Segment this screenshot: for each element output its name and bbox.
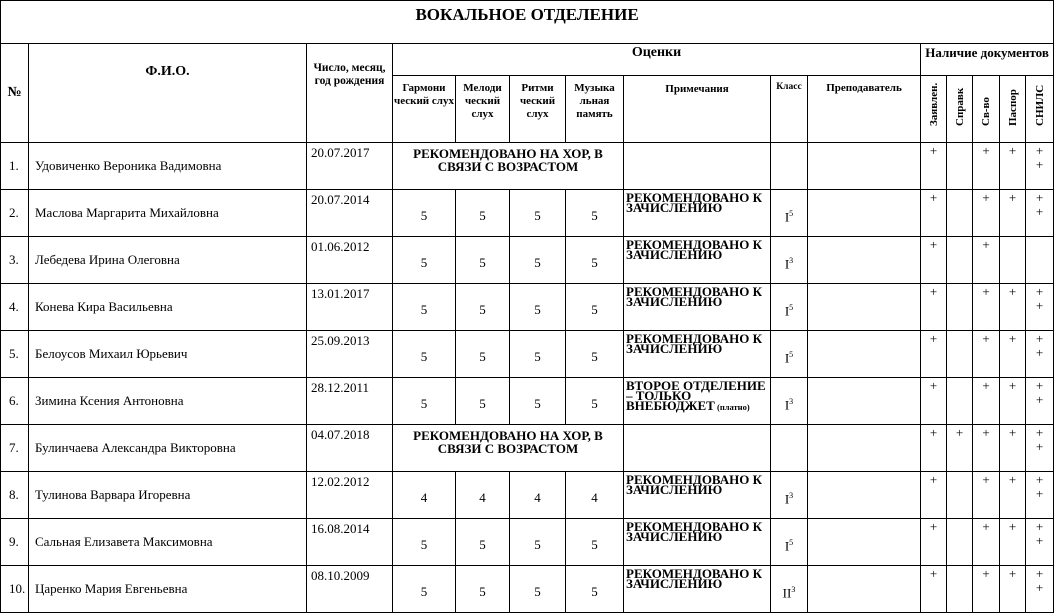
doc-snils: + + [1026, 519, 1054, 566]
class-cell: $I^3$ [771, 237, 808, 284]
grade-melodic: 5 [456, 566, 510, 613]
student-name: Царенко Мария Евгеньевна [29, 566, 307, 613]
grade-harmonic: 5 [393, 331, 456, 378]
grade-melodic: 4 [456, 472, 510, 519]
teacher-cell [808, 378, 921, 425]
header-doc-application: Заявлен. [921, 76, 947, 143]
grade-rhythmic: 5 [510, 566, 566, 613]
birth-date: 20.07.2017 [307, 143, 393, 190]
doc-birth: + [973, 190, 1000, 237]
grade-memory: 5 [566, 331, 624, 378]
doc-birth: + [973, 378, 1000, 425]
doc-application: + [921, 190, 947, 237]
doc-application: + [921, 284, 947, 331]
doc-snils: + + [1026, 284, 1054, 331]
teacher-cell [808, 284, 921, 331]
notes-cell: РЕКОМЕНДОВАНО К ЗАЧИСЛЕНИЮ [624, 190, 771, 237]
doc-certificate [947, 143, 973, 190]
notes-cell: РЕКОМЕНДОВАНО К ЗАЧИСЛЕНИЮ [624, 566, 771, 613]
notes-cell: РЕКОМЕНДОВАНО К ЗАЧИСЛЕНИЮ [624, 472, 771, 519]
row-num: 7. [1, 425, 29, 472]
grade-harmonic: 5 [393, 237, 456, 284]
row-num: 3. [1, 237, 29, 284]
doc-application: + [921, 472, 947, 519]
student-name: Зимина Ксения Антоновна [29, 378, 307, 425]
row-num: 1. [1, 143, 29, 190]
doc-certificate [947, 284, 973, 331]
header-doc-birth: Св-во [973, 76, 1000, 143]
grade-memory: 5 [566, 284, 624, 331]
notes-cell: РЕКОМЕНДОВАНО К ЗАЧИСЛЕНИЮ [624, 519, 771, 566]
teacher-cell [808, 472, 921, 519]
doc-birth: + [973, 237, 1000, 284]
class-cell: $I^3$ [771, 472, 808, 519]
doc-certificate [947, 331, 973, 378]
grade-melodic: 5 [456, 284, 510, 331]
notes-cell [624, 425, 771, 472]
grade-memory: 5 [566, 519, 624, 566]
grade-harmonic: 5 [393, 378, 456, 425]
row-recommendation: РЕКОМЕНДОВАНО НА ХОР, В СВЯЗИ С ВОЗРАСТОМ [393, 143, 624, 190]
doc-snils: + + [1026, 566, 1054, 613]
doc-certificate [947, 237, 973, 284]
birth-date: 20.07.2014 [307, 190, 393, 237]
birth-date: 16.08.2014 [307, 519, 393, 566]
doc-snils [1026, 237, 1054, 284]
student-name: Тулинова Варвара Игоревна [29, 472, 307, 519]
doc-birth: + [973, 472, 1000, 519]
doc-snils: + + [1026, 331, 1054, 378]
grade-rhythmic: 5 [510, 190, 566, 237]
header-docs: Наличие документов [921, 44, 1054, 76]
row-num: 9. [1, 519, 29, 566]
table-row [1, 237, 1054, 284]
class-cell [771, 425, 808, 472]
grade-melodic: 5 [456, 237, 510, 284]
doc-certificate [947, 190, 973, 237]
row-num: 2. [1, 190, 29, 237]
teacher-cell [808, 190, 921, 237]
grade-memory: 4 [566, 472, 624, 519]
notes-cell: РЕКОМЕНДОВАНО К ЗАЧИСЛЕНИЮ [624, 284, 771, 331]
table-row [1, 143, 1054, 190]
student-name: Лебедева Ирина Олеговна [29, 237, 307, 284]
doc-snils: + + [1026, 472, 1054, 519]
header-grades: Оценки [393, 44, 921, 76]
notes-cell: ВТОРОЕ ОТДЕЛЕНИЕ – ТОЛЬКО ВНЕБЮДЖЕТ (платно) [624, 378, 771, 425]
header-num: № [1, 44, 29, 143]
header-fio: Ф.И.О. [29, 44, 307, 143]
grade-memory: 5 [566, 378, 624, 425]
doc-passport: + [1000, 425, 1026, 472]
grade-memory: 5 [566, 566, 624, 613]
row-num: 8. [1, 472, 29, 519]
student-name: Сальная Елизавета Максимовна [29, 519, 307, 566]
grade-harmonic: 4 [393, 472, 456, 519]
grade-harmonic: 5 [393, 190, 456, 237]
grade-melodic: 5 [456, 378, 510, 425]
header-notes: Примечания [624, 76, 771, 143]
header-dob: Число, месяц, год рождения [307, 44, 393, 143]
grade-harmonic: 5 [393, 519, 456, 566]
header-doc-certificate: Справк [947, 76, 973, 143]
student-name: Конева Кира Васильевна [29, 284, 307, 331]
doc-application: + [921, 425, 947, 472]
grade-rhythmic: 5 [510, 284, 566, 331]
header-teacher: Преподаватель [808, 76, 921, 143]
birth-date: 01.06.2012 [307, 237, 393, 284]
doc-birth: + [973, 425, 1000, 472]
table-row [1, 190, 1054, 237]
doc-passport: + [1000, 331, 1026, 378]
doc-application: + [921, 331, 947, 378]
doc-passport [1000, 237, 1026, 284]
table-row [1, 331, 1054, 378]
doc-snils: + + [1026, 143, 1054, 190]
grade-rhythmic: 5 [510, 378, 566, 425]
teacher-cell [808, 519, 921, 566]
student-name: Булинчаева Александра Викторовна [29, 425, 307, 472]
student-name: Белоусов Михаил Юрьевич [29, 331, 307, 378]
teacher-cell [808, 237, 921, 284]
header-melodic: Мелоди ческий слух [456, 76, 510, 143]
student-name: Маслова Маргарита Михайловна [29, 190, 307, 237]
birth-date: 25.09.2013 [307, 331, 393, 378]
doc-application: + [921, 237, 947, 284]
notes-cell [624, 143, 771, 190]
class-cell: $I^3$ [771, 378, 808, 425]
doc-passport: + [1000, 190, 1026, 237]
birth-date: 12.02.2012 [307, 472, 393, 519]
class-cell: $I^5$ [771, 284, 808, 331]
grade-rhythmic: 5 [510, 237, 566, 284]
grade-memory: 5 [566, 237, 624, 284]
birth-date: 28.12.2011 [307, 378, 393, 425]
doc-birth: + [973, 143, 1000, 190]
grade-rhythmic: 5 [510, 331, 566, 378]
row-num: 6. [1, 378, 29, 425]
class-cell [771, 143, 808, 190]
grade-rhythmic: 4 [510, 472, 566, 519]
doc-birth: + [973, 284, 1000, 331]
doc-certificate: + [947, 425, 973, 472]
doc-birth: + [973, 519, 1000, 566]
header-harmonic: Гармони ческий слух [393, 76, 456, 143]
doc-application: + [921, 143, 947, 190]
doc-snils: + + [1026, 378, 1054, 425]
row-num: 4. [1, 284, 29, 331]
doc-certificate [947, 566, 973, 613]
doc-passport: + [1000, 519, 1026, 566]
notes-cell: РЕКОМЕНДОВАНО К ЗАЧИСЛЕНИЮ [624, 331, 771, 378]
doc-passport: + [1000, 284, 1026, 331]
header-memory: Музыка льная память [566, 76, 624, 143]
doc-snils: + + [1026, 425, 1054, 472]
birth-date: 13.01.2017 [307, 284, 393, 331]
notes-cell: РЕКОМЕНДОВАНО К ЗАЧИСЛЕНИЮ [624, 237, 771, 284]
doc-passport: + [1000, 566, 1026, 613]
grade-melodic: 5 [456, 190, 510, 237]
header-doc-snils: СНИЛС [1026, 76, 1054, 143]
table-row [1, 425, 1054, 472]
doc-application: + [921, 566, 947, 613]
grade-harmonic: 5 [393, 566, 456, 613]
teacher-cell [808, 331, 921, 378]
table-row [1, 378, 1054, 425]
grade-melodic: 5 [456, 519, 510, 566]
class-cell: $I^5$ [771, 190, 808, 237]
class-cell: $I^5$ [771, 519, 808, 566]
grade-melodic: 5 [456, 331, 510, 378]
table-row [1, 472, 1054, 519]
header-rhythmic: Ритми ческий слух [510, 76, 566, 143]
doc-certificate [947, 519, 973, 566]
row-num: 10. [1, 566, 29, 613]
doc-application: + [921, 378, 947, 425]
birth-date: 04.07.2018 [307, 425, 393, 472]
doc-application: + [921, 519, 947, 566]
row-recommendation: РЕКОМЕНДОВАНО НА ХОР, В СВЯЗИ С ВОЗРАСТОМ [393, 425, 624, 472]
header-class: Класс [771, 76, 808, 143]
grade-rhythmic: 5 [510, 519, 566, 566]
teacher-cell [808, 566, 921, 613]
student-name: Удовиченко Вероника Вадимовна [29, 143, 307, 190]
doc-birth: + [973, 566, 1000, 613]
doc-passport: + [1000, 143, 1026, 190]
doc-certificate [947, 378, 973, 425]
doc-birth: + [973, 331, 1000, 378]
table-row [1, 566, 1054, 613]
class-cell: $II^3$ [771, 566, 808, 613]
grade-harmonic: 5 [393, 284, 456, 331]
doc-snils: + + [1026, 190, 1054, 237]
header-doc-passport: Паспор [1000, 76, 1026, 143]
birth-date: 08.10.2009 [307, 566, 393, 613]
doc-certificate [947, 472, 973, 519]
row-num: 5. [1, 331, 29, 378]
teacher-cell [808, 143, 921, 190]
class-cell: $I^5$ [771, 331, 808, 378]
table-title: ВОКАЛЬНОЕ ОТДЕЛЕНИЕ [1, 1, 1054, 44]
doc-passport: + [1000, 472, 1026, 519]
table-body [1, 143, 1054, 613]
table-row [1, 519, 1054, 566]
doc-passport: + [1000, 378, 1026, 425]
grade-memory: 5 [566, 190, 624, 237]
table-row [1, 284, 1054, 331]
teacher-cell [808, 425, 921, 472]
